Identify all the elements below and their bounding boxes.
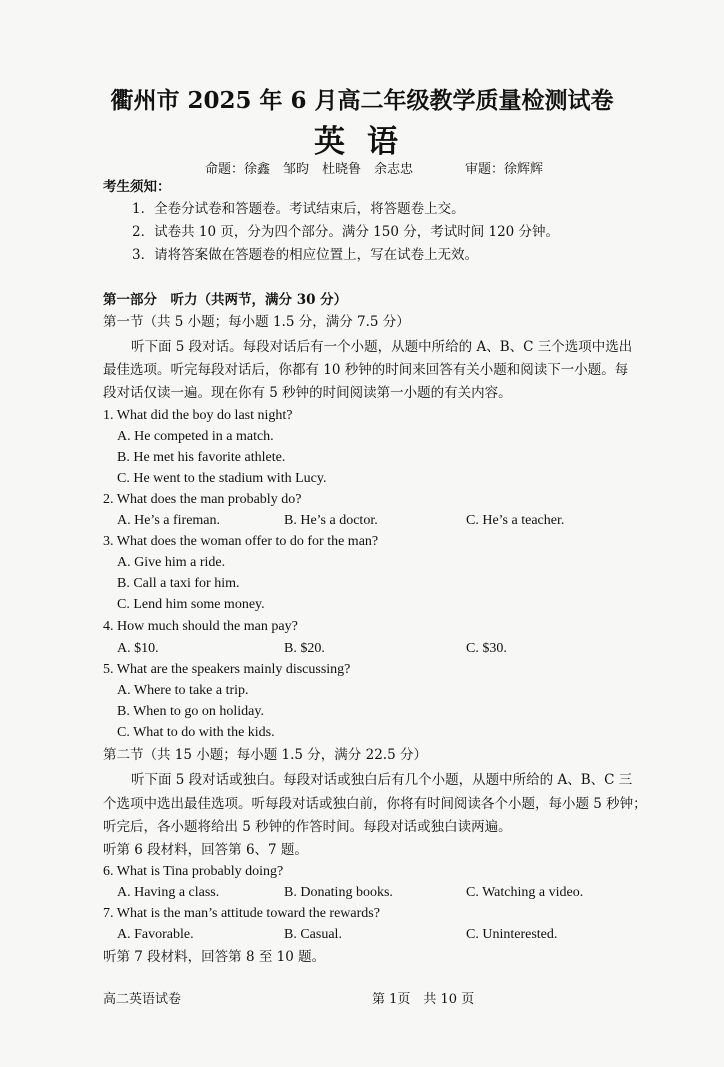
section1-instructions: 听下面 5 段对话。每段对话后有一个小题，从题中所给的 A、B、C 三个选项中选出 [131, 339, 633, 355]
question-stem: 2. What does the man probably do? [103, 492, 302, 507]
option-b: B. He met his favorite athlete. [117, 450, 286, 465]
option-c: C. Uninterested. [466, 927, 558, 942]
notice-heading: 考生须知： [103, 179, 171, 195]
option-a: A. He competed in a match. [117, 429, 274, 444]
section1-instructions: 最佳选项。听完每段对话后，你都有 10 秒钟的时间来回答有关小题和阅读下一小题。每 [103, 362, 629, 378]
option-a: A. Having a class. [117, 885, 220, 900]
option-b: B. Casual. [284, 927, 342, 942]
option-a: A. Where to take a trip. [117, 683, 249, 698]
question-stem: 7. What is the man’s attitude toward the rewards? [103, 906, 380, 921]
footer-left: 高二英语试卷 [103, 992, 182, 1007]
option-b: B. He’s a doctor. [284, 513, 378, 528]
option-a: A. Favorable. [117, 927, 194, 942]
question-stem: 4. How much should the man pay? [103, 619, 298, 634]
question-stem: 6. What is Tina probably doing? [103, 864, 284, 879]
page-number: 第 1页 共 10 页 [372, 992, 475, 1007]
option-c: C. He went to the stadium with Lucy. [117, 471, 327, 486]
section1-heading: 第一节（共 5 小题；每小题 1.5 分，满分 7.5 分） [103, 314, 410, 330]
exam-title: 衢州市 2025 年 6 月高二年级教学质量检测试卷 [110, 87, 614, 114]
option-a: A. Give him a ride. [117, 555, 226, 570]
section2-instructions: 听完后，各小题将给出 5 秒钟的作答时间。每段对话或独白读两遍。 [103, 819, 512, 835]
notice-item: 1．全卷分试卷和答题卷。考试结束后，将答题卷上交。 [132, 201, 465, 217]
section1-instructions: 段对话仅读一遍。现在你有 5 秒钟的时间阅读第一小题的有关内容。 [103, 385, 512, 401]
option-c: C. Lend him some money. [117, 597, 265, 612]
option-c: C. $30. [466, 641, 507, 656]
section2-heading: 第二节（共 15 小题；每小题 1.5 分，满分 22.5 分） [103, 747, 427, 763]
option-c: C. He’s a teacher. [466, 513, 565, 528]
authors-line: 命题：徐鑫 邹昀 杜晓鲁 余志忠 审题：徐辉辉 [205, 162, 544, 177]
option-b: B. When to go on holiday. [117, 704, 264, 719]
question-stem: 3. What does the woman offer to do for the man? [103, 534, 379, 549]
option-b: B. $20. [284, 641, 325, 656]
option-c: C. What to do with the kids. [117, 725, 275, 740]
option-a: A. He’s a fireman. [117, 513, 221, 528]
option-c: C. Watching a video. [466, 885, 584, 900]
notice-item: 2．试卷共 10 页，分为四个部分。满分 150 分，考试时间 120 分钟。 [132, 224, 560, 240]
material-instruction: 听第 7 段材料，回答第 8 至 10 题。 [103, 949, 326, 965]
subject-title: 英语 [314, 124, 420, 160]
section2-instructions: 个选项中选出最佳选项。听每段对话或独白前，你将有时间阅读各个小题，每小题 5 秒钟； [103, 796, 647, 812]
option-a: A. $10. [117, 641, 159, 656]
notice-item: 3．请将答案做在答题卷的相应位置上，写在试卷上无效。 [132, 247, 479, 263]
question-stem: 5. What are the speakers mainly discussing? [103, 662, 351, 677]
material-instruction: 听第 6 段材料，回答第 6、7 题。 [103, 842, 308, 858]
option-b: B. Donating books. [284, 885, 393, 900]
option-b: B. Call a taxi for him. [117, 576, 240, 591]
question-stem: 1. What did the boy do last night? [103, 408, 293, 423]
section2-instructions: 听下面 5 段对话或独白。每段对话或独白后有几个小题，从题中所给的 A、B、C 三 [131, 772, 633, 788]
part1-heading: 第一部分 听力（共两节，满分 30 分） [103, 292, 348, 308]
